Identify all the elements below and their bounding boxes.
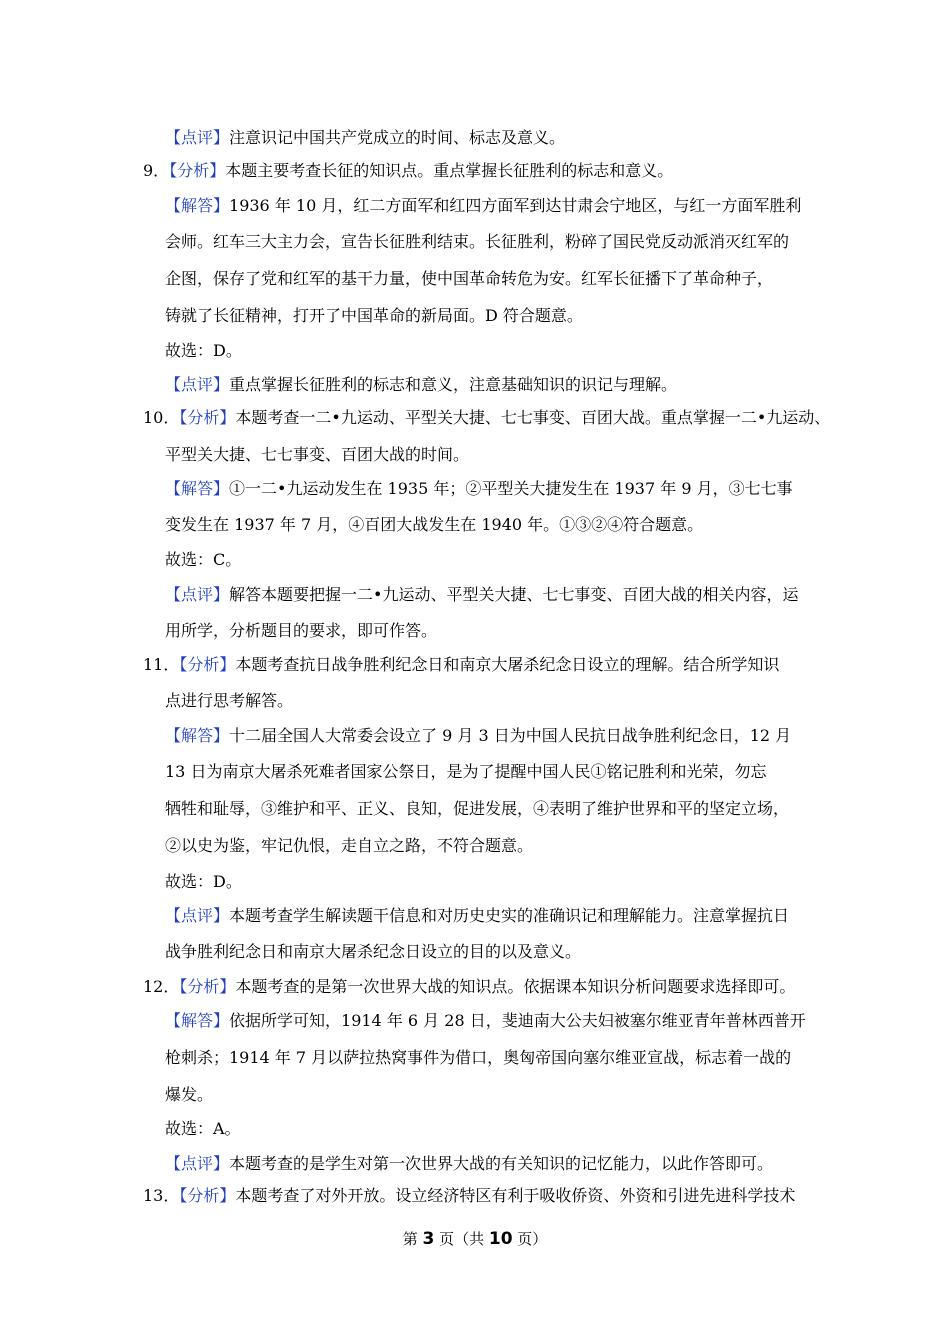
line-text: 战争胜利纪念日和南京大屠杀纪念日设立的目的以及意义。 — [165, 942, 582, 961]
text-line — [165, 478, 793, 500]
text-line — [165, 195, 801, 217]
page-footer — [0, 1228, 950, 1250]
question-number: 12． — [143, 977, 180, 996]
text-line — [165, 690, 293, 712]
line-text: 平型关大捷、七七事变、百团大战的时间。 — [165, 445, 470, 464]
text-line — [165, 1047, 791, 1069]
line-text: 十二届全国人大常委会设立了 9 月 3 日为中国人民抗日战争胜利纪念日，12 月 — [229, 726, 792, 745]
line-text: 1936 年 10 月，红二方面军和红四方面军到达甘肃会宁地区，与红一方面军胜利 — [229, 196, 802, 215]
text-line — [165, 305, 583, 327]
answer-tag: 【解答】 — [165, 479, 230, 498]
line-text: 本题考查学生解读题干信息和对历史史实的准确识记和理解能力。注意掌握抗日 — [229, 906, 790, 925]
text-line — [143, 160, 673, 182]
text-line — [165, 1084, 213, 1106]
analysis-tag: 【分析】 — [179, 655, 236, 674]
text-line — [165, 1010, 806, 1032]
total-page-count: 10 — [488, 1229, 513, 1249]
text-line — [143, 1185, 795, 1207]
text-line — [165, 941, 581, 963]
line-text: 本题考查的是学生对第一次世界大战的有关知识的记忆能力，以此作答即可。 — [229, 1154, 774, 1173]
line-text: 会师。红车三大主力会，宣告长征胜利结束。长征胜利，粉碎了国民党反动派消灭红军的 — [165, 232, 790, 251]
text-line — [165, 761, 766, 783]
text-line — [165, 725, 791, 747]
text-line — [165, 127, 565, 149]
analysis-tag: 【分析】 — [179, 408, 236, 427]
question-number: 13． — [143, 1186, 180, 1205]
line-text: 13 日为南京大屠杀死难者国家公祭日，是为了提醒中国人民①铭记胜利和光荣，勿忘 — [165, 762, 767, 781]
line-text: 本题考查一二•九运动、平型关大捷、七七事变、百团大战。重点掌握一二•九运动、 — [235, 408, 831, 427]
question-number: 9． — [143, 161, 170, 180]
line-text: 本题考查抗日战争胜利纪念日和南京大屠杀纪念日设立的理解。结合所学知识 — [235, 655, 780, 674]
line-text: 牺牲和耻辱，③维护和平、正义、良知，促进发展，④表明了维护世界和平的坚定立场， — [165, 799, 790, 818]
analysis-tag: 【分析】 — [169, 161, 226, 180]
line-text: 故选：D。 — [165, 872, 242, 891]
line-text: ②以史为鉴，牢记仇恨，走自立之路，不符合题意。 — [165, 836, 534, 855]
line-text: 铸就了长征精神，打开了中国革命的新局面。D 符合题意。 — [165, 306, 583, 325]
line-text: 用所学，分析题目的要求，即可作答。 — [165, 621, 438, 640]
line-text: 重点掌握长征胜利的标志和意义，注意基础知识的识记与理解。 — [229, 375, 678, 394]
line-text: 点进行思考解答。 — [165, 691, 294, 710]
line-text: 本题考查了对外开放。设立经济特区有利于吸收侨资、外资和引进先进科学技术 — [235, 1186, 796, 1205]
text-line — [143, 407, 830, 429]
line-text: 本题考查的是第一次世界大战的知识点。依据课本知识分析问题要求选择即可。 — [235, 977, 796, 996]
current-page-number: 3 — [422, 1229, 435, 1249]
footer-prefix: 第 — [402, 1230, 423, 1248]
line-text: 变发生在 1937 年 7 月，④百团大战发生在 1940 年。①③②④符合题意。 — [165, 515, 704, 534]
line-text: 注意识记中国共产党成立的时间、标志及意义。 — [229, 128, 566, 147]
text-line — [165, 905, 789, 927]
line-text: 企图，保存了党和红军的基干力量，使中国革命转危为安。红军长征播下了革命种子， — [165, 269, 774, 288]
line-text: 本题主要考查长征的知识点。重点掌握长征胜利的标志和意义。 — [225, 161, 674, 180]
comment-tag: 【点评】 — [165, 1154, 230, 1173]
text-line — [165, 374, 677, 396]
comment-tag: 【点评】 — [165, 585, 230, 604]
answer-tag: 【解答】 — [165, 726, 230, 745]
line-text: 故选：A。 — [165, 1119, 241, 1138]
analysis-tag: 【分析】 — [179, 1186, 236, 1205]
question-number: 11． — [143, 655, 180, 674]
text-line — [165, 1153, 773, 1175]
text-line — [165, 584, 798, 606]
line-text: 故选：C。 — [165, 550, 242, 569]
text-line — [165, 444, 469, 466]
text-line — [165, 620, 437, 642]
line-text: 解答本题要把握一二•九运动、平型关大捷、七七事变、百团大战的相关内容，运 — [229, 585, 799, 604]
text-line — [143, 976, 795, 998]
footer-suffix: 页） — [512, 1230, 548, 1248]
comment-tag: 【点评】 — [165, 375, 230, 394]
text-line — [165, 871, 242, 893]
analysis-tag: 【分析】 — [179, 977, 236, 996]
text-line — [165, 340, 242, 362]
text-line — [165, 268, 773, 290]
answer-tag: 【解答】 — [165, 196, 230, 215]
line-text: ①一二•九运动发生在 1935 年；②平型关大捷发生在 1937 年 9 月，③七七事 — [229, 479, 793, 498]
text-line — [165, 798, 789, 820]
answer-tag: 【解答】 — [165, 1011, 230, 1030]
text-line — [165, 231, 789, 253]
line-text: 依据所学可知，1914 年 6 月 28 日，斐迪南大公夫妇被塞尔维亚青年普林西普开 — [229, 1011, 806, 1030]
text-line — [165, 549, 241, 571]
text-line — [165, 1118, 241, 1140]
text-line — [143, 654, 779, 676]
question-number: 10． — [143, 408, 180, 427]
comment-tag: 【点评】 — [165, 128, 230, 147]
line-text: 故选：D。 — [165, 341, 242, 360]
footer-middle: 页（共 — [434, 1230, 489, 1248]
line-text: 枪刺杀；1914 年 7 月以萨拉热窝事件为借口，奥匈帝国向塞尔维亚宣战，标志着一战的 — [165, 1048, 792, 1067]
text-line — [165, 835, 533, 857]
line-text: 爆发。 — [165, 1085, 214, 1104]
comment-tag: 【点评】 — [165, 906, 230, 925]
text-line — [165, 514, 703, 536]
